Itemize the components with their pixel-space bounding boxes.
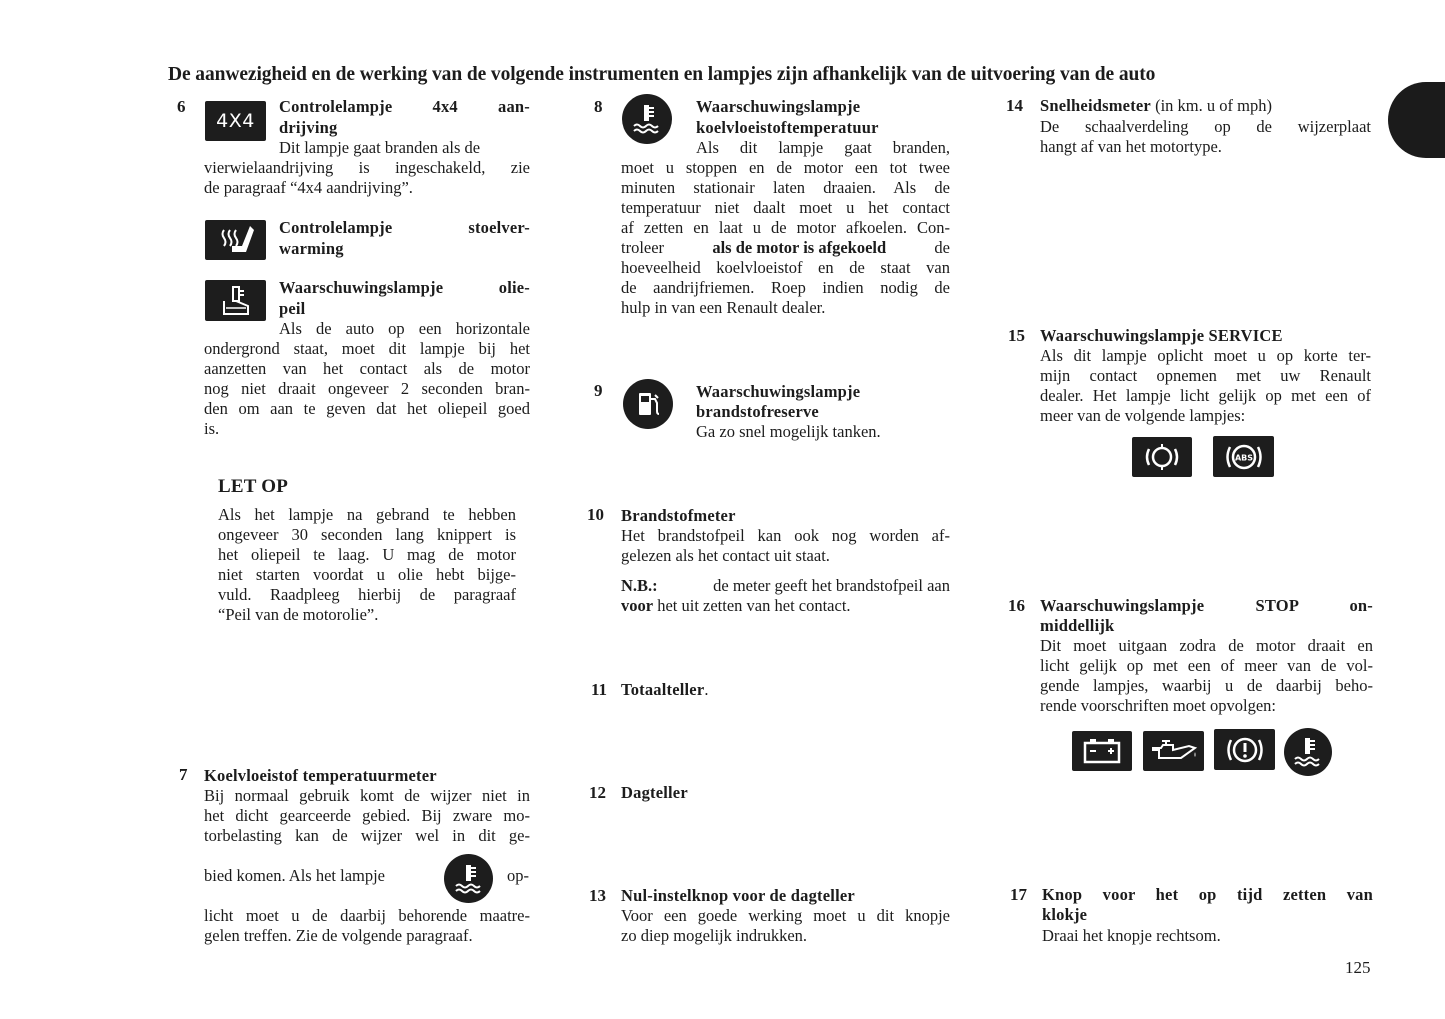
item10-nb-rest: het uit zetten van het contact. — [657, 596, 851, 615]
item17-line1: Draai het knopje rechtsom. — [1042, 926, 1221, 945]
item8-line8: de aandrijfriemen. Roep indien nodig de — [621, 278, 950, 297]
item-number-13: 13 — [589, 886, 606, 905]
item-number-12: 12 — [589, 783, 606, 802]
item15-line2: mijn contact opnemen met uw Renault — [1040, 366, 1371, 385]
item16-line1: Dit moet uitgaan zodra de motor draait en — [1040, 636, 1373, 655]
coolant-temperature-icon — [444, 854, 493, 903]
oil-level-heading-line2: peil — [279, 299, 306, 318]
item15-heading: Waarschuwingslampje SERVICE — [1040, 326, 1283, 345]
oil-pressure-icon — [1143, 731, 1204, 771]
item16-heading-line2: middellijk — [1040, 616, 1115, 635]
item17-heading-line2: klokje — [1042, 905, 1088, 924]
item10-nb-line1 — [621, 576, 950, 596]
item10-line2: gelezen als het contact uit staat. — [621, 546, 830, 565]
item16-line2: licht gelijk op met een of meer van de vol- — [1040, 656, 1373, 675]
section-thumb-tab — [1388, 82, 1445, 158]
item7-line1: Bij normaal gebruik komt de wijzer niet in — [204, 786, 530, 805]
item6-body-line1: Dit lampje gaat branden als de — [279, 138, 481, 157]
4x4-icon — [205, 101, 266, 141]
item7-line6: gelen treffen. Zie de volgende paragraaf. — [204, 926, 473, 945]
item16-heading-line1: Waarschuwingslampje STOP on- — [1040, 596, 1373, 615]
item12-heading: Dagteller — [621, 783, 688, 802]
item17-heading-line1: Knop voor het op tijd zetten van — [1042, 885, 1373, 904]
item8-line2: moet u stoppen en de motor een tot twee — [621, 158, 950, 177]
seat-heating-heading-line1: Controlelampje stoelver- — [279, 218, 530, 237]
battery-charge-icon — [1072, 731, 1132, 771]
abs-warning-icon — [1213, 436, 1274, 477]
item8-line6-bold: als de motor is afgekoeld — [712, 238, 887, 257]
page-number: 125 — [1345, 958, 1371, 977]
item15-line3: dealer. Het lampje licht gelijk op met een of — [1040, 386, 1371, 405]
item11-trail: . — [704, 680, 709, 699]
item6-body-line2: vierwielaandrijving is ingeschakeld, zie — [204, 158, 530, 177]
item7-heading: Koelvloeistof temperatuurmeter — [204, 766, 437, 785]
coolant-temperature-icon — [1284, 728, 1332, 776]
coolant-temperature-icon — [622, 94, 672, 144]
item8-line6 — [621, 238, 950, 258]
item8-line9: hulp in van een Renault dealer. — [621, 298, 826, 317]
item10-heading: Brandstofmeter — [621, 506, 736, 525]
oil-level-icon — [205, 280, 266, 321]
item7-line3: torbelasting kan de wijzer wel in dit ge- — [204, 826, 530, 845]
oil-level-body-line2: ondergrond staat, moet dit lampje bij het — [204, 339, 530, 358]
item13-line1: Voor een goede werking moet u dit knopje — [621, 906, 950, 925]
oil-level-body-line6: is. — [204, 419, 220, 438]
item13-line2: zo diep mogelijk indrukken. — [621, 926, 808, 945]
item8-heading-line1: Waarschuwingslampje — [696, 97, 861, 116]
item-number-16: 16 — [1008, 596, 1025, 615]
item-number-9: 9 — [594, 381, 603, 400]
item6-heading-line1: Controlelampje 4x4 aan- — [279, 97, 530, 116]
item16-line3: gende lampjes, waarbij u de daarbij beho- — [1040, 676, 1373, 695]
item11-heading-row — [621, 680, 708, 700]
item8-line6-end: de — [934, 238, 950, 257]
item6-heading-line2: drijving — [279, 118, 338, 137]
item8-line3: minuten stationair laten draaien. Als de — [621, 178, 950, 197]
seat-heating-heading-line2: warming — [279, 239, 344, 258]
oil-level-heading-line1: Waarschuwingslampje olie- — [279, 278, 530, 297]
caution-line3: het oliepeil te laag. U mag de motor — [218, 545, 516, 564]
abs-label: ABS — [1234, 453, 1253, 462]
item15-line4: meer van de volgende lampjes: — [1040, 406, 1246, 425]
oil-level-body-line4: nog niet draait ongeveer 2 seconden bran- — [204, 379, 530, 398]
item-number-11: 11 — [591, 680, 608, 699]
4x4-icon-label: 4X4 — [216, 110, 255, 132]
electronic-fault-icon — [1132, 437, 1192, 477]
item8-line4: temperatuur niet daalt moet u het contact — [621, 198, 950, 217]
page-title: De aanwezigheid en de werking van de volgende instrumenten en lampjes zijn afhankelijk van de uitvoering van de auto — [168, 64, 1156, 85]
caution-line1: Als het lampje na gebrand te hebben — [218, 505, 516, 524]
item-number-6: 6 — [177, 97, 186, 116]
item-number-15: 15 — [1008, 326, 1025, 345]
item8-line7: hoeveelheid koelvloeistof en de staat van — [621, 258, 950, 277]
item14-line1: De schaalverdeling op de wijzerplaat — [1040, 117, 1371, 136]
item10-nb-line2 — [621, 596, 851, 616]
item9-heading-line1: Waarschuwingslampje — [696, 382, 861, 401]
item-number-7: 7 — [179, 765, 188, 784]
item13-heading: Nul-instelknop voor de dagteller — [621, 886, 855, 905]
item14-heading-row — [1040, 96, 1272, 116]
item7-line2: het dicht gearceerde gebied. Bij zware mo- — [204, 806, 530, 825]
item-number-14: 14 — [1006, 96, 1023, 115]
item6-body-line3: de paragraaf “4x4 aandrijving”. — [204, 178, 413, 197]
item8-line1: Als dit lampje gaat branden, — [696, 138, 950, 157]
item-number-17: 17 — [1010, 885, 1027, 904]
item7-line4-start: bied komen. Als het lampje — [204, 866, 386, 885]
caution-line4: niet starten voordat u olie hebt bijge- — [218, 565, 516, 584]
oil-level-body-line3: aanzetten van het contact als de motor — [204, 359, 530, 378]
item-number-8: 8 — [594, 97, 603, 116]
item14-heading-rest: (in km. u of mph) — [1155, 96, 1272, 115]
item7-line4-end: op- — [507, 866, 529, 885]
item15-line1: Als dit lampje oplicht moet u op korte ter- — [1040, 346, 1371, 365]
item9-heading-line2: brandstofreserve — [696, 402, 819, 421]
item7-line5: licht moet u de daarbij behorende maatre- — [204, 906, 530, 925]
fuel-pump-icon — [623, 379, 673, 429]
caution-line6: “Peil van de motorolie”. — [218, 605, 379, 624]
item14-heading: Snelheidsmeter — [1040, 96, 1151, 115]
item10-nb-label: N.B.: — [621, 576, 658, 595]
oil-level-body-line1: Als de auto op een horizontale — [279, 319, 530, 338]
item10-line1: Het brandstofpeil kan ook nog worden af- — [621, 526, 950, 545]
brake-warning-icon — [1214, 729, 1275, 770]
item11-heading: Totaalteller — [621, 680, 705, 699]
caution-line5: vuld. Raadpleeg hierbij de paragraaf — [218, 585, 516, 604]
item14-line2: hangt af van het motortype. — [1040, 137, 1222, 156]
item10-nb-bold: voor — [621, 596, 654, 615]
item8-heading-line2: koelvloeistoftemperatuur — [696, 118, 879, 137]
item-number-10: 10 — [587, 505, 604, 524]
caution-line2: ongeveer 30 seconden lang knippert is — [218, 525, 516, 544]
item8-line5: af zetten en laat u de motor afkoelen. Con- — [621, 218, 950, 237]
item16-line4: rende voorschriften moet opvolgen: — [1040, 696, 1276, 715]
seat-heating-icon — [205, 220, 266, 260]
item10-nb-text: de meter geeft het brandstofpeil aan — [713, 576, 950, 595]
item9-line1: Ga zo snel mogelijk tanken. — [696, 422, 881, 441]
caution-heading: LET OP — [218, 476, 289, 497]
item8-line6-start: troleer — [621, 238, 665, 257]
oil-level-body-line5: den om aan te geven dat het oliepeil goed — [204, 399, 530, 418]
